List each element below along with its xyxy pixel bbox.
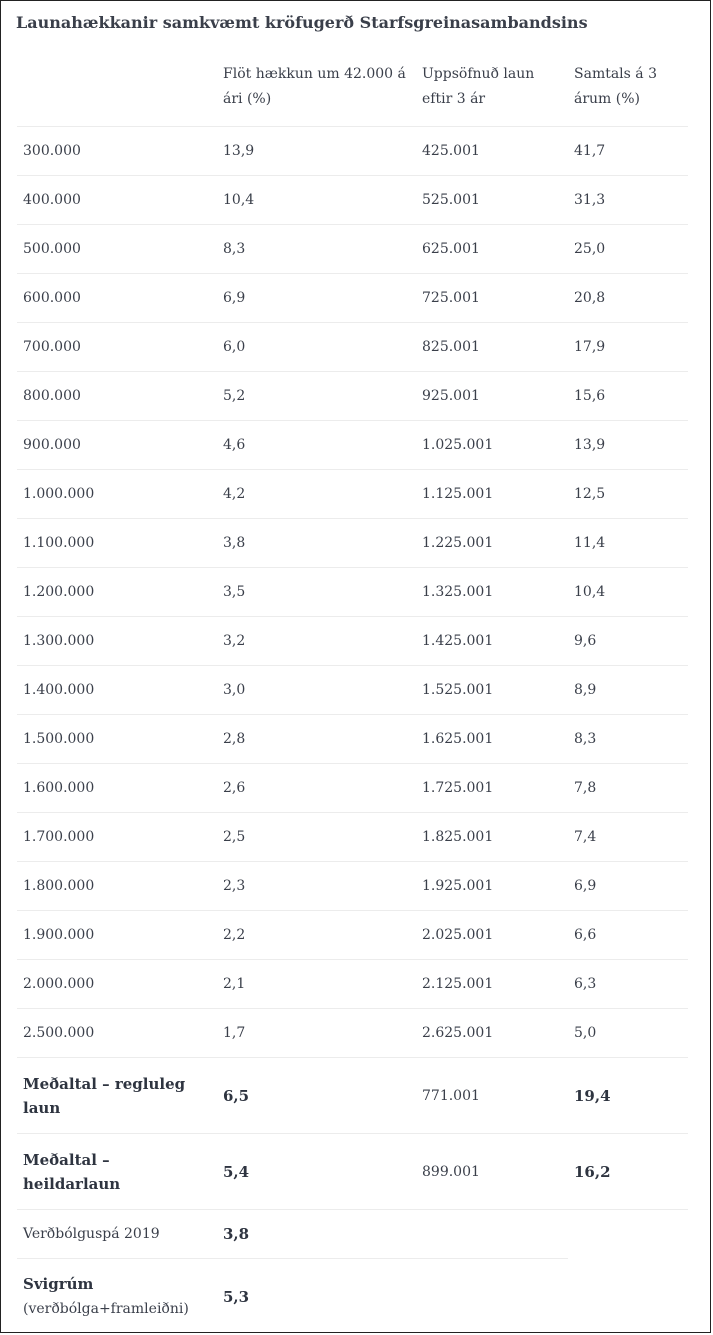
row-value-cell: 13,9	[568, 421, 688, 470]
row-value-cell: 3,5	[217, 568, 416, 617]
row-value-cell: 6,3	[568, 960, 688, 1009]
summary-label	[17, 1259, 217, 1334]
header-total-3-years: Samtals á 3 árum (%)	[568, 57, 688, 127]
row-value-cell: 3,0	[217, 666, 416, 715]
table-row	[17, 813, 688, 862]
row-value-cell: 3,8	[217, 519, 416, 568]
table-body	[17, 127, 688, 1334]
table-row	[17, 617, 688, 666]
table-row	[17, 274, 688, 323]
row-value-cell: 2,3	[217, 862, 416, 911]
row-value-cell: 15,6	[568, 372, 688, 421]
row-salary-cell: 1.400.000	[17, 666, 217, 715]
row-value-cell: 10,4	[568, 568, 688, 617]
row-value-cell: 41,7	[568, 127, 688, 176]
table-row	[17, 127, 688, 176]
row-value-cell: 2,2	[217, 911, 416, 960]
row-value-cell: 2.625.001	[416, 1009, 568, 1058]
table-row	[17, 176, 688, 225]
summary-cell: 5,4	[217, 1134, 416, 1210]
row-value-cell: 2,8	[217, 715, 416, 764]
margin-sublabel: (verðbólga+framleiðni)	[23, 1301, 189, 1317]
summary-cell	[568, 1210, 688, 1259]
row-value-cell: 1.225.001	[416, 519, 568, 568]
row-value-cell: 6,6	[568, 911, 688, 960]
row-salary-cell: 600.000	[17, 274, 217, 323]
table-row	[17, 225, 688, 274]
row-value-cell: 925.001	[416, 372, 568, 421]
row-value-cell: 725.001	[416, 274, 568, 323]
row-value-cell: 4,2	[217, 470, 416, 519]
summary-label: Meðaltal – heildarlaun	[17, 1134, 217, 1210]
row-salary-cell: 1.200.000	[17, 568, 217, 617]
row-value-cell: 1.125.001	[416, 470, 568, 519]
row-salary-cell: 500.000	[17, 225, 217, 274]
row-value-cell: 3,2	[217, 617, 416, 666]
row-value-cell: 625.001	[416, 225, 568, 274]
row-value-cell: 4,6	[217, 421, 416, 470]
table-row	[17, 372, 688, 421]
row-value-cell: 5,2	[217, 372, 416, 421]
row-value-cell: 425.001	[416, 127, 568, 176]
table-row	[17, 911, 688, 960]
row-value-cell: 8,9	[568, 666, 688, 715]
row-value-cell: 2.025.001	[416, 911, 568, 960]
summary-cell	[416, 1259, 568, 1334]
row-value-cell: 1.925.001	[416, 862, 568, 911]
summary-cell: 899.001	[416, 1134, 568, 1210]
table-row	[17, 470, 688, 519]
row-value-cell: 7,8	[568, 764, 688, 813]
row-value-cell: 1.025.001	[416, 421, 568, 470]
row-salary-cell: 800.000	[17, 372, 217, 421]
table-header-row	[17, 57, 688, 127]
row-salary-cell: 1.800.000	[17, 862, 217, 911]
table-row	[17, 862, 688, 911]
row-value-cell: 9,6	[568, 617, 688, 666]
row-value-cell: 6,9	[568, 862, 688, 911]
row-value-cell: 25,0	[568, 225, 688, 274]
header-empty	[17, 57, 217, 127]
summary-cell: 3,8	[217, 1210, 416, 1259]
row-salary-cell: 1.300.000	[17, 617, 217, 666]
row-value-cell: 8,3	[568, 715, 688, 764]
wage-increase-table	[17, 57, 688, 1333]
summary-row-avg-regular	[17, 1058, 688, 1134]
table-row	[17, 666, 688, 715]
summary-cell	[568, 1259, 688, 1334]
summary-row-margin	[17, 1259, 688, 1334]
table-row	[17, 960, 688, 1009]
table-row	[17, 323, 688, 372]
header-flat-increase: Flöt hækkun um 42.000 á ári (%)	[217, 57, 416, 127]
row-value-cell: 17,9	[568, 323, 688, 372]
row-salary-cell: 2.500.000	[17, 1009, 217, 1058]
row-value-cell: 1,7	[217, 1009, 416, 1058]
row-salary-cell: 2.000.000	[17, 960, 217, 1009]
margin-label: Svigrúm	[23, 1275, 94, 1293]
summary-cell: 19,4	[568, 1058, 688, 1134]
table-row	[17, 715, 688, 764]
table-row	[17, 1009, 688, 1058]
row-salary-cell: 400.000	[17, 176, 217, 225]
row-value-cell: 10,4	[217, 176, 416, 225]
row-value-cell: 8,3	[217, 225, 416, 274]
row-salary-cell: 700.000	[17, 323, 217, 372]
row-value-cell: 13,9	[217, 127, 416, 176]
row-salary-cell: 1.700.000	[17, 813, 217, 862]
table-row	[17, 519, 688, 568]
row-value-cell: 7,4	[568, 813, 688, 862]
table-title: Launahækkanir samkvæmt kröfugerð Starfsgreinasambandsins	[16, 13, 588, 32]
row-value-cell: 2,5	[217, 813, 416, 862]
row-value-cell: 2,6	[217, 764, 416, 813]
row-value-cell: 6,0	[217, 323, 416, 372]
summary-label: Meðaltal – regluleg laun	[17, 1058, 217, 1134]
row-value-cell: 1.625.001	[416, 715, 568, 764]
row-value-cell: 1.825.001	[416, 813, 568, 862]
row-value-cell: 525.001	[416, 176, 568, 225]
row-salary-cell: 1.000.000	[17, 470, 217, 519]
row-value-cell: 1.725.001	[416, 764, 568, 813]
table-row	[17, 764, 688, 813]
summary-cell: 5,3	[223, 1287, 250, 1306]
row-salary-cell: 900.000	[17, 421, 217, 470]
row-value-cell: 2.125.001	[416, 960, 568, 1009]
row-salary-cell: 1.600.000	[17, 764, 217, 813]
row-value-cell: 825.001	[416, 323, 568, 372]
row-value-cell: 1.325.001	[416, 568, 568, 617]
table-row	[17, 421, 688, 470]
summary-cell: 6,5	[217, 1058, 416, 1134]
summary-cell: 771.001	[416, 1058, 568, 1134]
header-accumulated-wages: Uppsöfnuð laun eftir 3 ár	[416, 57, 568, 127]
row-salary-cell: 300.000	[17, 127, 217, 176]
summary-cell	[416, 1210, 568, 1259]
row-value-cell: 5,0	[568, 1009, 688, 1058]
row-value-cell: 1.525.001	[416, 666, 568, 715]
row-value-cell: 2,1	[217, 960, 416, 1009]
row-value-cell: 11,4	[568, 519, 688, 568]
row-value-cell: 1.425.001	[416, 617, 568, 666]
row-value-cell: 6,9	[217, 274, 416, 323]
row-value-cell: 20,8	[568, 274, 688, 323]
table-row	[17, 568, 688, 617]
summary-label: Verðbólguspá 2019	[17, 1210, 217, 1259]
row-value-cell: 12,5	[568, 470, 688, 519]
summary-row-avg-total	[17, 1134, 688, 1210]
summary-row-inflation	[17, 1210, 688, 1259]
row-salary-cell: 1.500.000	[17, 715, 217, 764]
row-value-cell: 31,3	[568, 176, 688, 225]
row-salary-cell: 1.900.000	[17, 911, 217, 960]
summary-cell: 16,2	[568, 1134, 688, 1210]
row-salary-cell: 1.100.000	[17, 519, 217, 568]
